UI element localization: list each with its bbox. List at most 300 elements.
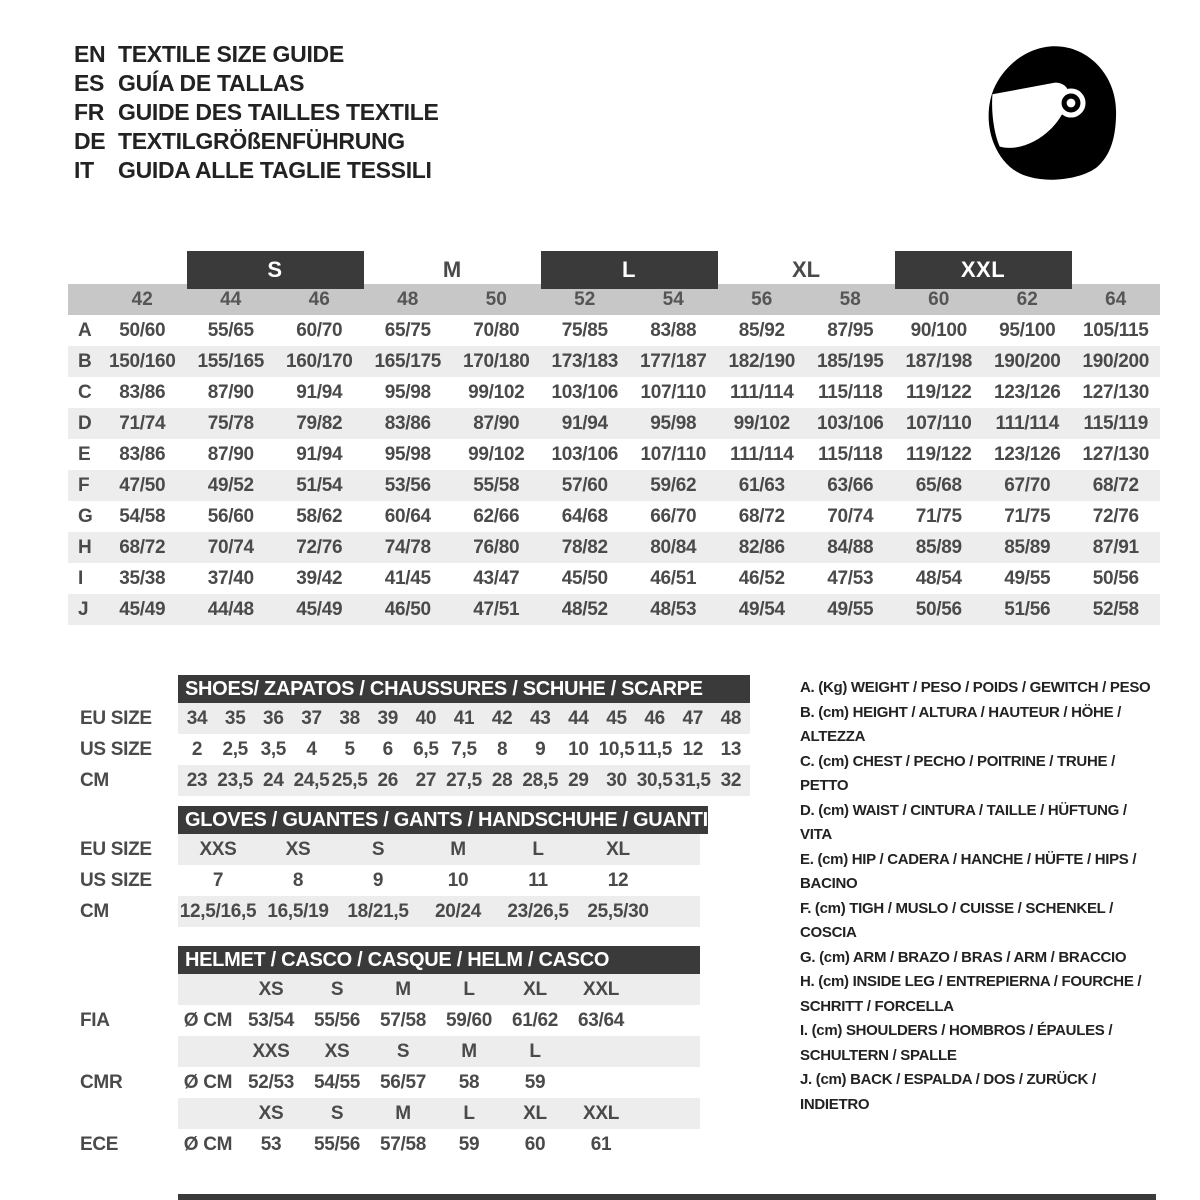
size-value: S bbox=[371, 838, 385, 860]
size-value: 5 bbox=[344, 738, 355, 760]
measurement-value: 51/54 bbox=[296, 474, 343, 496]
size-value: 29 bbox=[568, 769, 589, 791]
standard-label: ECE bbox=[80, 1133, 119, 1155]
measurement-row bbox=[68, 532, 1160, 563]
legend-entry: E. (cm) HIP / CADERA / HANCHE / HÜFTE / HIPS / BACINO bbox=[800, 850, 1137, 892]
racing-helmet-icon bbox=[975, 36, 1135, 202]
measurement-value: 103/106 bbox=[816, 412, 884, 434]
measurement-row bbox=[68, 501, 1160, 532]
size-value: 52/53 bbox=[247, 1071, 295, 1093]
size-value: 46 bbox=[644, 707, 665, 729]
measurement-letter: A bbox=[78, 319, 92, 341]
measurement-value: 71/75 bbox=[915, 505, 962, 527]
measurement-value: 190/200 bbox=[993, 350, 1061, 372]
measurement-value: 155/165 bbox=[197, 350, 265, 372]
measurement-value: 49/54 bbox=[738, 598, 785, 620]
size-value: 28,5 bbox=[522, 769, 559, 791]
numeric-size-label: 52 bbox=[574, 288, 596, 310]
spacer bbox=[68, 1098, 178, 1129]
measurement-value: 68/72 bbox=[738, 505, 785, 527]
numeric-size-label: 62 bbox=[1016, 288, 1038, 310]
measurement-value: 46/51 bbox=[650, 567, 697, 589]
size-value: 6 bbox=[382, 738, 393, 760]
size-value: 38 bbox=[339, 707, 360, 729]
measurement-value: 68/72 bbox=[119, 536, 166, 558]
measurement-value: 91/94 bbox=[296, 443, 343, 465]
measurement-letter: B bbox=[78, 350, 92, 372]
gloves-table-body bbox=[68, 834, 700, 927]
legend-entry: B. (cm) HEIGHT / ALTURA / HAUTEUR / HÖHE / ALTEZZA bbox=[800, 703, 1122, 745]
measurement-value: 83/88 bbox=[650, 319, 697, 341]
size-value: XL bbox=[606, 838, 630, 860]
helmet-value-row bbox=[68, 1067, 700, 1098]
gloves-table-title: GLOVES / GUANTES / GANTS / HANDSCHUHE / GUANTI bbox=[178, 806, 708, 834]
language-row bbox=[74, 98, 439, 127]
measurement-value: 123/126 bbox=[993, 381, 1061, 403]
helmet-size-row bbox=[68, 974, 700, 1005]
measurement-letter: J bbox=[78, 598, 89, 620]
measurement-letter: D bbox=[78, 412, 92, 434]
measurement-value: 65/68 bbox=[915, 474, 962, 496]
size-value: 32 bbox=[720, 769, 742, 791]
numeric-size-label: 48 bbox=[397, 288, 419, 310]
size-value: 8 bbox=[292, 869, 304, 891]
measurement-value: 173/183 bbox=[551, 350, 619, 372]
language-row bbox=[74, 127, 439, 156]
measurement-value: 71/75 bbox=[1004, 505, 1051, 527]
size-value: 24 bbox=[263, 769, 284, 791]
measurement-value: 119/122 bbox=[905, 381, 972, 403]
standard-label: CMR bbox=[80, 1071, 123, 1093]
spacer bbox=[68, 974, 178, 1005]
diameter-unit: Ø CM bbox=[183, 1009, 233, 1031]
numeric-size-label: 46 bbox=[308, 288, 330, 310]
size-value: 6,5 bbox=[413, 738, 439, 760]
language-title: GUÍA DE TALLAS bbox=[118, 70, 305, 96]
measurement-value: 95/100 bbox=[999, 319, 1056, 341]
measurement-value: 46/50 bbox=[384, 598, 431, 620]
measurement-value: 49/52 bbox=[207, 474, 254, 496]
measurement-value: 115/118 bbox=[818, 381, 883, 403]
size-value: 10,5 bbox=[598, 738, 635, 760]
size-value: 30 bbox=[606, 769, 627, 791]
measurement-row bbox=[68, 315, 1160, 346]
row-values bbox=[178, 834, 700, 865]
measurement-value: 50/56 bbox=[915, 598, 962, 620]
language-row bbox=[74, 69, 439, 98]
size-value: 43 bbox=[529, 707, 551, 729]
measurement-value: 76/80 bbox=[473, 536, 520, 558]
measurement-value: 99/102 bbox=[733, 412, 790, 434]
size-value: 2 bbox=[191, 738, 203, 760]
size-group-label: L bbox=[541, 251, 718, 289]
numeric-size-label: 44 bbox=[220, 288, 242, 310]
size-value: 9 bbox=[535, 738, 546, 760]
row-values bbox=[178, 1005, 700, 1036]
size-value: 25,5 bbox=[331, 769, 368, 791]
legend-entry: D. (cm) WAIST / CINTURA / TAILLE / HÜFTUNG / VITA bbox=[800, 801, 1127, 843]
measurement-value: 66/70 bbox=[650, 505, 697, 527]
shoes-table-body bbox=[68, 703, 750, 796]
size-value: 7,5 bbox=[451, 738, 477, 760]
measurement-value: 61/63 bbox=[738, 474, 785, 496]
measurement-row bbox=[68, 408, 1160, 439]
measurement-row bbox=[68, 346, 1160, 377]
size-value: L bbox=[532, 838, 544, 860]
size-label: M bbox=[395, 978, 411, 1000]
measurement-row bbox=[68, 563, 1160, 594]
measurement-value: 83/86 bbox=[119, 443, 166, 465]
measurement-value: 47/53 bbox=[827, 567, 874, 589]
language-row bbox=[74, 40, 439, 69]
size-value: 10 bbox=[568, 738, 589, 760]
size-row bbox=[68, 865, 700, 896]
measurement-value: 107/110 bbox=[640, 381, 707, 403]
shoes-table bbox=[68, 675, 750, 796]
measurement-value: 39/42 bbox=[296, 567, 343, 589]
measurement-value: 190/200 bbox=[1082, 350, 1150, 372]
legend-entry: J. (cm) BACK / ESPALDA / DOS / ZURÜCK / INDIETRO bbox=[800, 1071, 1096, 1113]
size-value: 63/64 bbox=[577, 1009, 625, 1031]
measurement-row bbox=[68, 377, 1160, 408]
row-values bbox=[178, 1067, 700, 1098]
helmet-value-row bbox=[68, 1005, 700, 1036]
size-label: L bbox=[463, 1102, 475, 1124]
size-value: 28 bbox=[491, 769, 513, 791]
size-value: 24,5 bbox=[293, 769, 330, 791]
measurement-value: 64/68 bbox=[561, 505, 608, 527]
row-label: CM bbox=[80, 900, 109, 922]
row-label: US SIZE bbox=[80, 869, 152, 891]
size-value: 20/24 bbox=[434, 900, 482, 922]
measurement-value: 75/85 bbox=[561, 319, 608, 341]
row-label: EU SIZE bbox=[80, 838, 152, 860]
size-value: 41 bbox=[453, 707, 475, 729]
spacer bbox=[68, 1036, 178, 1067]
measurement-value: 107/110 bbox=[905, 412, 972, 434]
size-label: XS bbox=[258, 1102, 284, 1124]
size-value: 35 bbox=[224, 707, 246, 729]
measurement-value: 63/66 bbox=[827, 474, 874, 496]
measurement-value: 87/95 bbox=[827, 319, 874, 341]
measurement-value: 51/56 bbox=[1004, 598, 1051, 620]
measurement-value: 111/114 bbox=[995, 412, 1059, 434]
measurement-value: 90/100 bbox=[910, 319, 967, 341]
measurement-value: 105/115 bbox=[1082, 319, 1149, 341]
size-value: 57/58 bbox=[379, 1133, 427, 1155]
size-value: 58 bbox=[458, 1071, 480, 1093]
size-value: 10 bbox=[447, 869, 469, 891]
size-label: XL bbox=[523, 978, 547, 1000]
size-value: 11,5 bbox=[637, 738, 673, 760]
size-value: 4 bbox=[306, 738, 317, 760]
measurement-value: 56/60 bbox=[207, 505, 254, 527]
size-value: 13 bbox=[720, 738, 742, 760]
size-value: 18/21,5 bbox=[347, 900, 409, 922]
measurement-value: 53/56 bbox=[384, 474, 431, 496]
legend-entry: H. (cm) INSIDE LEG / ENTREPIERNA / FOURCHE / SCHRITT / FORCELLA bbox=[800, 973, 1142, 1015]
size-value: 53/54 bbox=[247, 1009, 295, 1031]
measurement-value: 170/180 bbox=[462, 350, 530, 372]
gloves-table bbox=[68, 806, 708, 927]
size-label: M bbox=[461, 1040, 477, 1062]
size-value: 57/58 bbox=[379, 1009, 427, 1031]
shoes-title-row bbox=[68, 675, 750, 703]
measurement-letter: H bbox=[78, 536, 92, 558]
size-value: 61/62 bbox=[511, 1009, 559, 1031]
measurement-value: 85/89 bbox=[1004, 536, 1051, 558]
measurement-value: 57/60 bbox=[561, 474, 608, 496]
measurement-value: 95/98 bbox=[650, 412, 697, 434]
size-value: 55/56 bbox=[313, 1009, 361, 1031]
legend-entry: G. (cm) ARM / BRAZO / BRAS / ARM / BRACCIO bbox=[800, 948, 1127, 966]
language-row bbox=[74, 156, 439, 185]
measurement-value: 44/48 bbox=[207, 598, 254, 620]
measurement-value: 52/58 bbox=[1092, 598, 1139, 620]
numeric-size-label: 58 bbox=[839, 288, 861, 310]
language-title: TEXTILE SIZE GUIDE bbox=[118, 41, 344, 67]
measurement-value: 58/62 bbox=[296, 505, 343, 527]
size-value: XXS bbox=[199, 838, 237, 860]
size-group-label: XXL bbox=[895, 251, 1072, 289]
size-value: 11 bbox=[528, 869, 548, 891]
numeric-size-label: 54 bbox=[662, 288, 684, 310]
size-row bbox=[68, 896, 700, 927]
spacer bbox=[68, 946, 178, 974]
size-value: 34 bbox=[186, 707, 208, 729]
language-code: FR bbox=[74, 99, 105, 125]
measurement-value: 65/75 bbox=[384, 319, 431, 341]
helmet-title-row bbox=[68, 946, 700, 974]
spacer bbox=[68, 675, 178, 703]
measurement-value: 47/51 bbox=[473, 598, 520, 620]
size-label: M bbox=[395, 1102, 411, 1124]
legend-entry: F. (cm) TIGH / MUSLO / CUISSE / SCHENKEL / COSCIA bbox=[800, 899, 1113, 941]
size-value: 39 bbox=[377, 707, 398, 729]
language-code: DE bbox=[74, 128, 106, 154]
measurement-value: 165/175 bbox=[374, 350, 442, 372]
measurement-value: 83/86 bbox=[384, 412, 431, 434]
measurement-value: 55/65 bbox=[207, 319, 254, 341]
measurement-value: 85/89 bbox=[915, 536, 962, 558]
measurement-value: 87/90 bbox=[207, 381, 254, 403]
measurement-value: 185/195 bbox=[816, 350, 884, 372]
helmet-size-row bbox=[68, 1036, 700, 1067]
measurement-value: 60/64 bbox=[384, 505, 431, 527]
diameter-unit: Ø CM bbox=[183, 1133, 233, 1155]
measurement-value: 111/114 bbox=[730, 381, 794, 403]
measurement-value: 80/84 bbox=[650, 536, 697, 558]
size-value: 47 bbox=[682, 707, 704, 729]
language-code: ES bbox=[74, 70, 105, 96]
size-value: 54/55 bbox=[313, 1071, 361, 1093]
measurement-value: 84/88 bbox=[827, 536, 874, 558]
size-value: 44 bbox=[568, 707, 589, 729]
measurement-letter: G bbox=[78, 505, 93, 527]
measurement-value: 111/114 bbox=[730, 443, 794, 465]
textile-size-table-body bbox=[68, 315, 1160, 625]
measurement-value: 91/94 bbox=[561, 412, 608, 434]
measurement-value: 70/74 bbox=[207, 536, 254, 558]
measurement-value: 87/91 bbox=[1092, 536, 1139, 558]
size-labels bbox=[178, 1098, 700, 1129]
size-labels bbox=[178, 974, 700, 1005]
measurement-value: 87/90 bbox=[207, 443, 254, 465]
measurement-value: 70/80 bbox=[473, 319, 520, 341]
size-value: 59/60 bbox=[445, 1009, 493, 1031]
size-value: 8 bbox=[496, 738, 508, 760]
measurement-value: 115/119 bbox=[1083, 412, 1148, 434]
measurement-value: 182/190 bbox=[728, 350, 796, 372]
size-label: XL bbox=[523, 1102, 547, 1124]
measurement-value: 71/74 bbox=[119, 412, 166, 434]
measurement-value: 68/72 bbox=[1092, 474, 1139, 496]
size-value: 45 bbox=[606, 707, 627, 729]
language-code: IT bbox=[74, 157, 94, 183]
size-value: 61 bbox=[590, 1133, 612, 1155]
row-label: CM bbox=[80, 769, 109, 791]
measurement-value: 49/55 bbox=[1004, 567, 1051, 589]
measurement-value: 119/122 bbox=[905, 443, 972, 465]
row-label: EU SIZE bbox=[80, 707, 152, 729]
measurement-value: 187/198 bbox=[905, 350, 973, 372]
measurement-value: 50/60 bbox=[119, 319, 166, 341]
row-values bbox=[178, 765, 750, 796]
language-title: GUIDA ALLE TAGLIE TESSILI bbox=[118, 157, 432, 183]
language-title: TEXTILGRÖßENFÜHRUNG bbox=[118, 128, 405, 154]
size-label: L bbox=[529, 1040, 541, 1062]
measurement-value: 107/110 bbox=[640, 443, 707, 465]
row-values bbox=[178, 865, 700, 896]
measurement-value: 123/126 bbox=[993, 443, 1061, 465]
size-value: M bbox=[450, 838, 466, 860]
size-group-label: M bbox=[442, 257, 462, 282]
measurement-value: 37/40 bbox=[207, 567, 254, 589]
size-value: 36 bbox=[263, 707, 284, 729]
size-label: XS bbox=[324, 1040, 350, 1062]
measurement-value: 59/62 bbox=[650, 474, 697, 496]
size-value: 37 bbox=[301, 707, 322, 729]
measurement-value: 50/56 bbox=[1092, 567, 1139, 589]
size-value: 42 bbox=[491, 707, 513, 729]
measurement-value: 95/98 bbox=[384, 443, 431, 465]
size-value: 40 bbox=[415, 707, 437, 729]
numeric-size-label: 60 bbox=[928, 288, 950, 310]
size-label: XS bbox=[258, 978, 284, 1000]
measurement-value: 48/54 bbox=[915, 567, 962, 589]
numeric-size-label: 64 bbox=[1105, 288, 1127, 310]
measurement-value: 55/58 bbox=[473, 474, 520, 496]
measurement-value: 177/187 bbox=[639, 350, 707, 372]
measurement-value: 62/66 bbox=[473, 505, 520, 527]
size-value: 2,5 bbox=[222, 738, 248, 760]
size-row bbox=[68, 765, 750, 796]
textile-size-table bbox=[68, 251, 1160, 625]
measurement-value: 43/47 bbox=[473, 567, 520, 589]
language-title-list bbox=[74, 40, 439, 185]
size-value: 12 bbox=[607, 869, 629, 891]
helmet-table-body bbox=[68, 974, 700, 1160]
size-value: 23 bbox=[186, 769, 208, 791]
helmet-table bbox=[68, 946, 700, 1160]
measurement-legend bbox=[800, 676, 1162, 1117]
size-value: 12,5/16,5 bbox=[179, 900, 257, 922]
size-value: 26 bbox=[377, 769, 398, 791]
measurement-value: 99/102 bbox=[468, 381, 525, 403]
measurement-value: 95/98 bbox=[384, 381, 431, 403]
size-value: 27,5 bbox=[446, 769, 482, 791]
measurement-value: 127/130 bbox=[1082, 381, 1150, 403]
measurement-value: 54/58 bbox=[119, 505, 166, 527]
size-value: 30,5 bbox=[636, 769, 673, 791]
size-value: 48 bbox=[720, 707, 742, 729]
measurement-value: 45/50 bbox=[561, 567, 608, 589]
measurement-value: 103/106 bbox=[551, 443, 619, 465]
measurement-value: 48/53 bbox=[650, 598, 697, 620]
size-group-label: S bbox=[187, 251, 364, 289]
measurement-value: 85/92 bbox=[738, 319, 785, 341]
size-labels bbox=[178, 1036, 700, 1067]
measurement-row bbox=[68, 439, 1160, 470]
measurement-value: 45/49 bbox=[119, 598, 166, 620]
measurement-value: 49/55 bbox=[827, 598, 874, 620]
size-header-row bbox=[68, 251, 1160, 289]
measurement-value: 70/74 bbox=[827, 505, 874, 527]
legend-entry: C. (cm) CHEST / PECHO / POITRINE / TRUHE / PETTO bbox=[800, 752, 1115, 794]
size-value: 59 bbox=[524, 1071, 546, 1093]
size-row bbox=[68, 734, 750, 765]
helmet-table-title: HELMET / CASCO / CASQUE / HELM / CASCO bbox=[178, 946, 700, 974]
size-value: 25,5/30 bbox=[587, 900, 649, 922]
measurement-value: 127/130 bbox=[1082, 443, 1150, 465]
measurement-value: 160/170 bbox=[285, 350, 353, 372]
measurement-value: 72/76 bbox=[1092, 505, 1139, 527]
size-label: S bbox=[396, 1040, 410, 1062]
measurement-value: 35/38 bbox=[119, 567, 166, 589]
measurement-value: 82/86 bbox=[738, 536, 785, 558]
size-label: S bbox=[330, 1102, 344, 1124]
measurement-value: 83/86 bbox=[119, 381, 166, 403]
measurement-value: 46/52 bbox=[738, 567, 785, 589]
row-values bbox=[178, 1129, 700, 1160]
measurement-value: 91/94 bbox=[296, 381, 343, 403]
size-value: 9 bbox=[372, 869, 384, 891]
numeric-size-label: 56 bbox=[751, 288, 773, 310]
language-title: GUIDE DES TAILLES TEXTILE bbox=[118, 99, 439, 125]
measurement-value: 87/90 bbox=[473, 412, 520, 434]
helmet-size-row bbox=[68, 1098, 700, 1129]
measurement-value: 74/78 bbox=[384, 536, 431, 558]
measurement-value: 75/78 bbox=[207, 412, 254, 434]
measurement-value: 41/45 bbox=[384, 567, 431, 589]
numeric-size-label: 50 bbox=[485, 288, 507, 310]
measurement-value: 45/49 bbox=[296, 598, 343, 620]
standard-label: FIA bbox=[80, 1009, 110, 1031]
size-value: 3,5 bbox=[260, 738, 287, 760]
measurement-letter: C bbox=[78, 381, 92, 403]
size-value: 27 bbox=[415, 769, 437, 791]
measurement-value: 78/82 bbox=[561, 536, 608, 558]
measurement-value: 79/82 bbox=[296, 412, 343, 434]
measurement-letter: F bbox=[78, 474, 90, 496]
size-value: 23/26,5 bbox=[507, 900, 569, 922]
diameter-unit: Ø CM bbox=[183, 1071, 233, 1093]
legend-entry: I. (cm) SHOULDERS / HOMBROS / ÉPAULES / SCHULTERN / SPALLE bbox=[800, 1022, 1113, 1064]
size-value: 12 bbox=[682, 738, 704, 760]
helmet-value-row bbox=[68, 1129, 700, 1160]
gloves-title-row bbox=[68, 806, 708, 834]
numeric-size-label: 42 bbox=[131, 288, 153, 310]
